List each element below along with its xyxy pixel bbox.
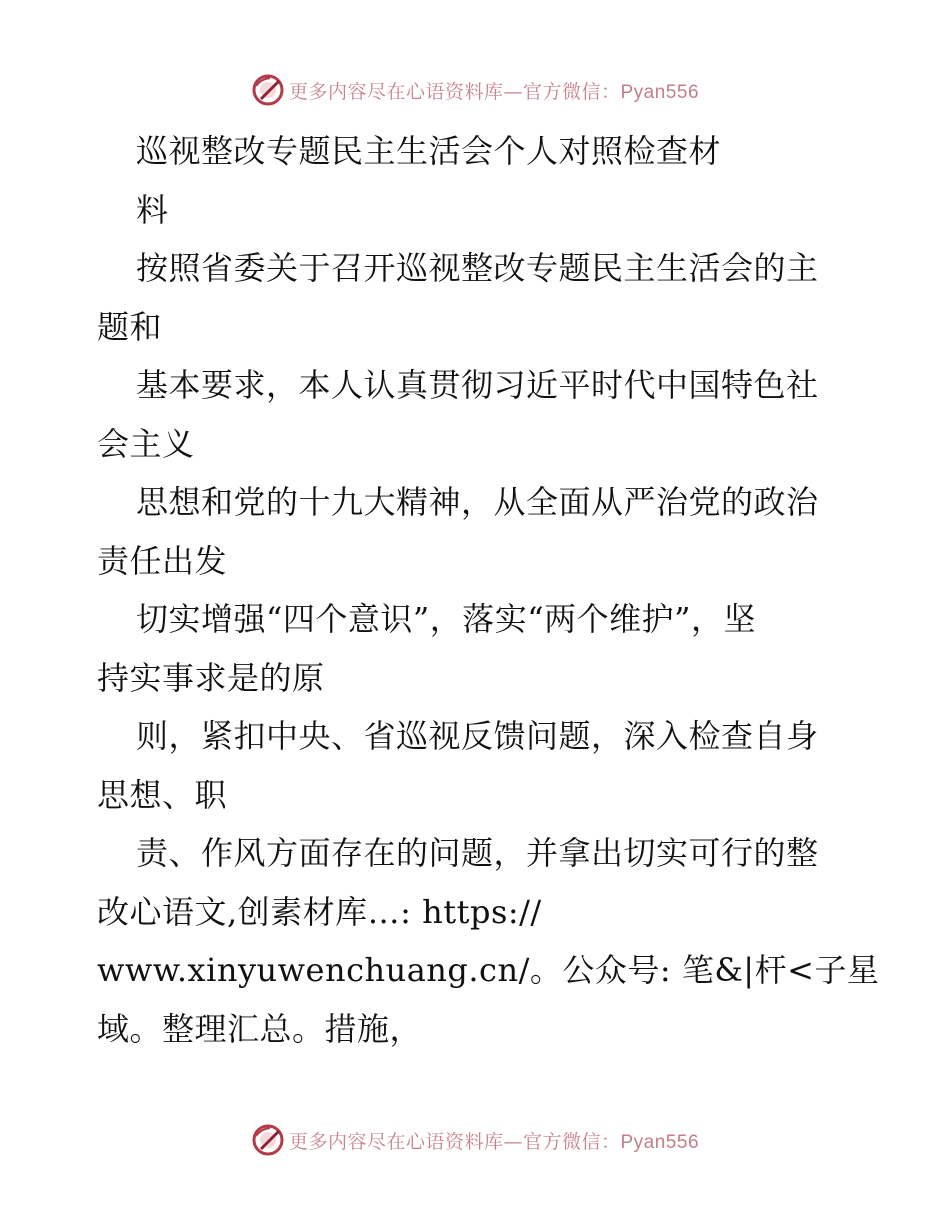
paragraph-line: 责任出发 [97,541,228,580]
footer-wechat-id: Pyan556 [620,1131,700,1153]
paragraph-line: 基本要求，本人认真贯彻习近平时代中国特色社 [136,366,819,404]
footer-banner [0,1120,950,1160]
document-title-line: 巡视整改专题民主生活会个人对照检查材 [136,132,722,170]
paragraph-line: 持实事求是的原 [97,658,325,697]
paragraph-line: 题和 [97,307,163,346]
brand-logo-icon [251,73,285,107]
paragraph-line: 切实增强“四个意识”，落实“两个维护”，坚 [136,600,756,638]
footer-banner-text [289,1127,699,1154]
document-body [97,122,880,1058]
header-banner-text [289,77,699,104]
paragraph-line: 责、作风方面存在的问题，并拿出切实可行的整 [136,834,819,872]
header-banner [0,70,950,110]
header-wechat-id: Pyan556 [620,81,700,103]
paragraph-line: www.xinyuwenchuang.cn/。公众号: 笔&|杆<子星 [97,951,880,989]
paragraph-line: 改心语文,创素材库…: https:// [97,892,542,931]
paragraph-line: 域。整理汇总。措施， [97,1009,423,1048]
brand-logo-icon [251,1123,285,1157]
paragraph-line: 会主义 [97,424,195,463]
document-title-line: 料 [136,190,169,229]
paragraph-line: 则，紧扣中央、省巡视反馈问题，深入检查自身 [136,717,819,755]
footer-banner-label: 更多内容尽在心语资料库—官方微信： [288,1130,621,1153]
paragraph-line: 思想和党的十九大精神，从全面从严治党的政治 [136,483,819,521]
paragraph-line: 思想、职 [97,775,228,814]
paragraph-line: 按照省委关于召开巡视整改专题民主生活会的主 [136,249,819,287]
header-banner-label: 更多内容尽在心语资料库—官方微信： [288,80,621,103]
